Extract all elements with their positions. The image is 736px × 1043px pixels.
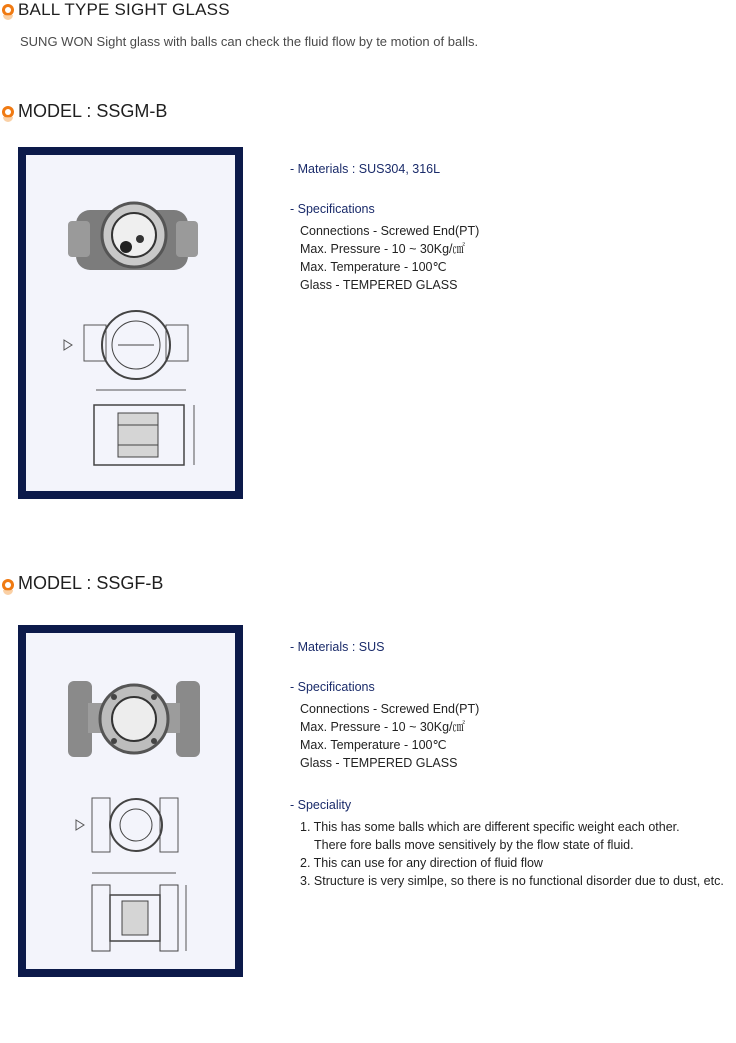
model-2-title: MODEL : SSGF-B xyxy=(18,573,164,593)
model-1-spec-glass: Glass - TEMPERED GLASS xyxy=(300,278,458,292)
model-2-speciality-item: 2. This can use for any direction of fluid flow xyxy=(300,856,543,870)
model-2-spec-heading: - Specifications xyxy=(290,680,375,694)
model-1-product-image xyxy=(18,147,243,499)
page-title: BALL TYPE SIGHT GLASS xyxy=(18,0,230,19)
section-bullet-icon xyxy=(2,106,14,122)
model-2-spec-connections: Connections - Screwed End(PT) xyxy=(300,702,480,716)
model-2-speciality-heading: - Speciality xyxy=(290,798,352,812)
model-2-spec-glass: Glass - TEMPERED GLASS xyxy=(300,756,458,770)
model-2-product-image xyxy=(18,625,243,977)
model-1-spec-temperature: Max. Temperature - 100℃ xyxy=(300,260,447,274)
section-bullet-icon xyxy=(2,579,14,595)
model-2-spec-pressure: Max. Pressure - 10 ~ 30Kg/㎠ xyxy=(300,720,466,734)
model-2-spec-temperature: Max. Temperature - 100℃ xyxy=(300,738,447,752)
model-1-spec-block xyxy=(290,160,479,294)
model-1-title: MODEL : SSGM-B xyxy=(18,101,168,121)
model-1-spec-heading: - Specifications xyxy=(290,202,375,216)
model-2-speciality-item: There fore balls move sensitively by the flow state of fluid. xyxy=(314,838,634,852)
section-bullet-icon xyxy=(2,4,14,20)
model-2-speciality-item: 1. This has some balls which are different specific weight each other. xyxy=(300,820,680,834)
flanged-sight-glass-drawing xyxy=(26,633,235,969)
model-2-spec-block xyxy=(290,638,724,890)
model-2-speciality-item: 3. Structure is very simlpe, so there is no functional disorder due to dust, etc. xyxy=(300,874,724,888)
model-2-materials: - Materials : SUS xyxy=(290,640,385,654)
model-1-spec-connections: Connections - Screwed End(PT) xyxy=(300,224,480,238)
model-1-materials: - Materials : SUS304, 316L xyxy=(290,162,441,176)
sight-glass-drawing xyxy=(26,155,235,491)
page-subtitle: SUNG WON Sight glass with balls can check the fluid flow by te motion of balls. xyxy=(20,34,479,49)
model-1-spec-pressure: Max. Pressure - 10 ~ 30Kg/㎠ xyxy=(300,242,466,256)
